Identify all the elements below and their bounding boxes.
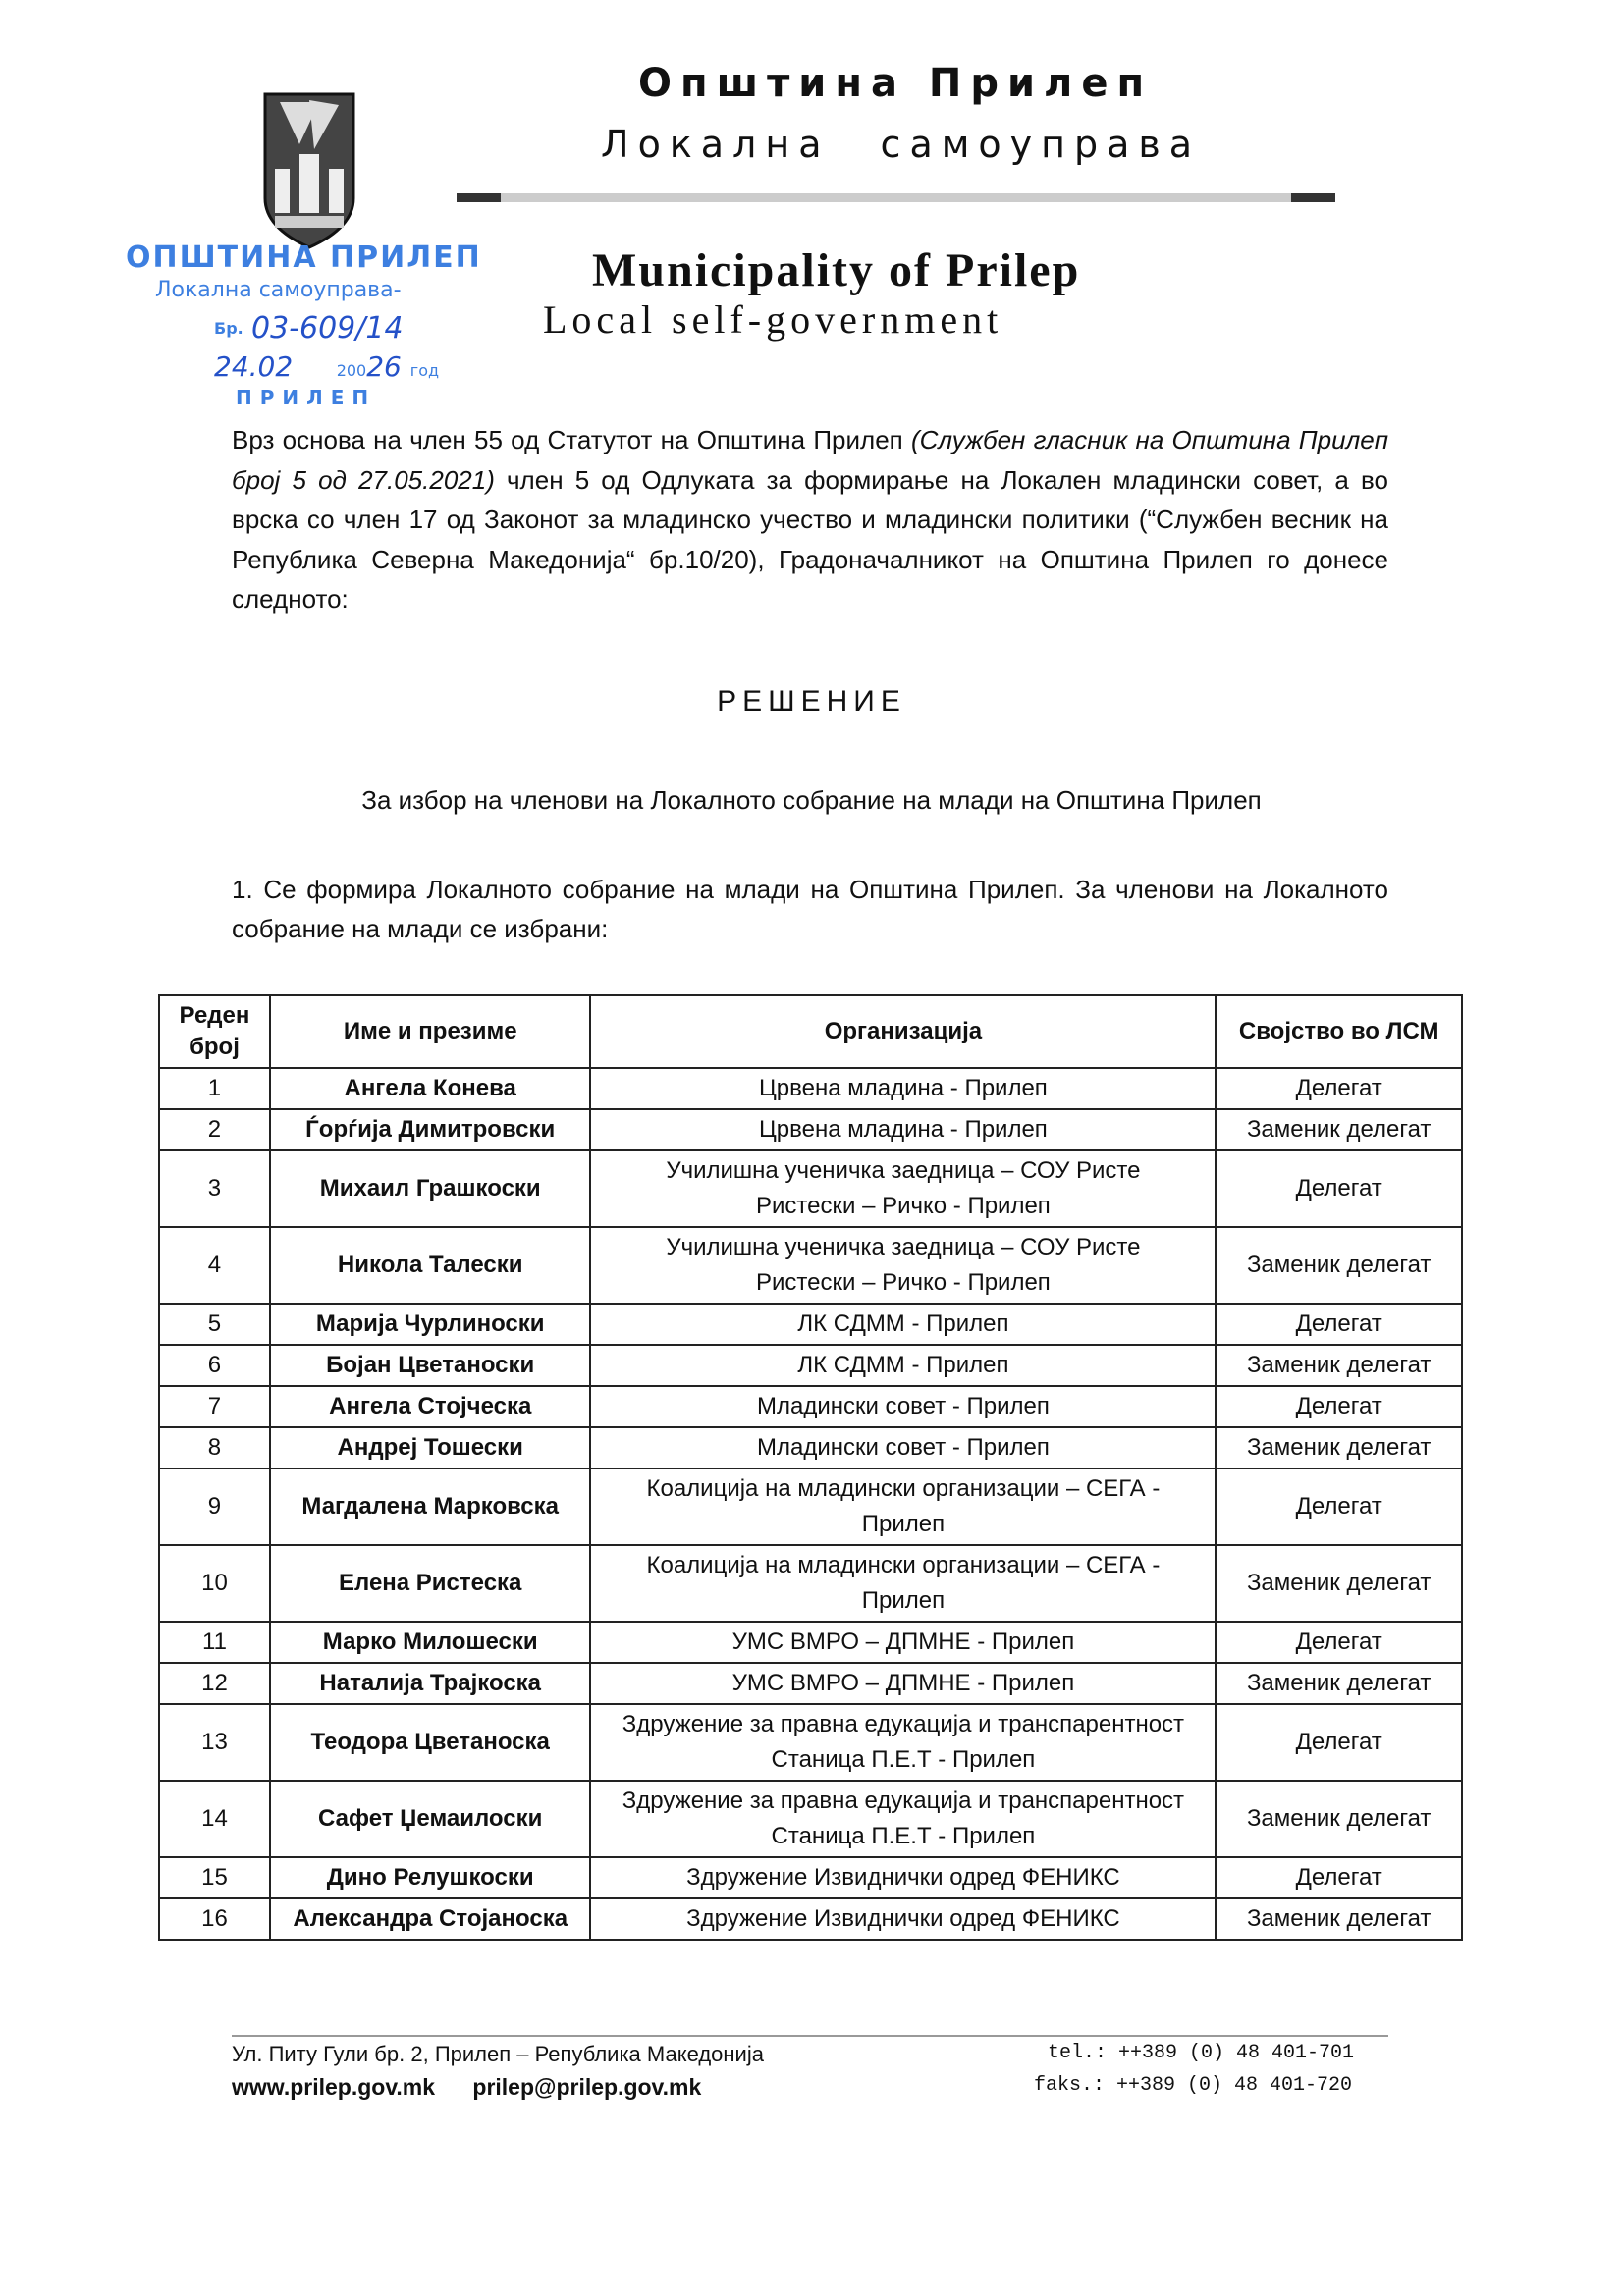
member-name: Наталија Трајкоска [270,1663,591,1704]
role: Делегат [1216,1468,1462,1545]
column-header: Име и презиме [270,995,591,1068]
role: Делегат [1216,1150,1462,1227]
stamp-line1: ОПШТИНА ПРИЛЕП [126,240,482,275]
organization: Училишна ученичка заедница – СОУ Ристе Ристески – Ричко - Прилеп [590,1227,1216,1304]
table-row [159,1898,1462,1940]
member-name: Ангела Конева [270,1068,591,1109]
organization: Младински совет - Прилеп [590,1427,1216,1468]
members-table [158,994,1463,1941]
organization: Здружение за правна едукација и транспарентност Станица П.Е.Т - Прилеп [590,1704,1216,1781]
table-row [159,1150,1462,1227]
table-row [159,1545,1462,1622]
stamp-line2: Локална самоуправа- [155,278,402,302]
header-local-gov-mk: Локална самоуправа [601,123,1202,166]
table-row [159,1227,1462,1304]
organization: Здружение Извиднички одред ФЕНИКС [590,1857,1216,1898]
member-name: Марија Чурлиноски [270,1304,591,1345]
table-row [159,1468,1462,1545]
role: Делегат [1216,1386,1462,1427]
header-rule [457,193,1335,202]
row-number: 1 [159,1068,270,1109]
member-name: Теодора Цветаноска [270,1704,591,1781]
header-municipality-mk: Општина Прилеп [638,61,1154,106]
row-number: 16 [159,1898,270,1940]
organization: ЛК СДММ - Прилеп [590,1304,1216,1345]
row-number: 2 [159,1109,270,1150]
row-number: 11 [159,1622,270,1663]
organization: Здружение за правна едукација и транспарентност Станица П.Е.Т - Прилеп [590,1781,1216,1857]
table-row [159,1622,1462,1663]
column-header: Реден број [159,995,270,1068]
row-number: 15 [159,1857,270,1898]
role: Делегат [1216,1622,1462,1663]
organization: Црвена младина - Прилеп [590,1109,1216,1150]
row-number: 9 [159,1468,270,1545]
role: Заменик делегат [1216,1109,1462,1150]
footer-rule [232,2035,1388,2037]
member-name: Сафет Џемаилоски [270,1781,591,1857]
footer-address: Ул. Питу Гули бр. 2, Прилеп – Република Македонија [232,2042,764,2066]
table-row [159,1857,1462,1898]
table-row [159,1663,1462,1704]
table-row [159,1781,1462,1857]
email-link[interactable]: prilep@prilep.gov.mk [472,2074,702,2100]
header-municipality-en: Municipality of Prilep [592,244,1081,296]
role: Заменик делегат [1216,1545,1462,1622]
member-name: Александра Стојаноска [270,1898,591,1940]
row-number: 3 [159,1150,270,1227]
coat-of-arms-logo [260,90,358,249]
role: Заменик делегат [1216,1781,1462,1857]
role: Делегат [1216,1304,1462,1345]
role: Заменик делегат [1216,1227,1462,1304]
role: Заменик делегат [1216,1427,1462,1468]
stamp-number: 03-609/14 [251,311,404,346]
row-number: 14 [159,1781,270,1857]
organization: УМС ВМРО – ДПМНЕ - Прилеп [590,1663,1216,1704]
organization: ЛК СДММ - Прилеп [590,1345,1216,1386]
row-number: 8 [159,1427,270,1468]
role: Заменик делегат [1216,1345,1462,1386]
column-header: Организација [590,995,1216,1068]
table-row [159,1304,1462,1345]
registry-stamp [126,240,509,412]
intro-paragraph [232,420,1388,619]
table-row [159,1068,1462,1109]
organization: Коалиција на младински организации – СЕГА - Прилеп [590,1468,1216,1545]
stamp-date [214,350,439,383]
role: Заменик делегат [1216,1898,1462,1940]
point-1: 1. Се формира Локалното собрание на млади на Општина Прилеп. За членови на Локалното собрание на млади се избрани: [232,875,1388,943]
column-header: Својство во ЛСМ [1216,995,1462,1068]
organization: Здружение Извиднички одред ФЕНИКС [590,1898,1216,1940]
row-number: 10 [159,1545,270,1622]
stamp-year-suffix: год [409,361,440,380]
organization: Коалиција на младински организации – СЕГА - Прилеп [590,1545,1216,1622]
row-number: 6 [159,1345,270,1386]
member-name: Марко Милошески [270,1622,591,1663]
stamp-number-prefix: Бр. [214,319,243,338]
row-number: 7 [159,1386,270,1427]
role: Делегат [1216,1068,1462,1109]
intro-text-cont: член 5 од Одлуката за формирање на Локален младински совет, а во врска со член 17 од Законот за младинско учество и младински политики (“Службен весник на Република Северна Македонија“ бр.10/20), Градоначалникот на Општина Прилеп го донесе следното: [232,464,1388,614]
organization: УМС ВМРО – ДПМНЕ - Прилеп [590,1622,1216,1663]
organization: Училишна ученичка заедница – СОУ Ристе Ристески – Ричко - Прилеп [590,1150,1216,1227]
intro-gazette-ref: (Службен гласник на Општина Прилеп број 5 од 27.05.2021) [232,425,1388,495]
table-row [159,1345,1462,1386]
footer-tel: tel.: ++389 (0) 48 401-701 [1048,2042,1355,2064]
member-name: Михаил Грашкоски [270,1150,591,1227]
footer-links [232,2074,701,2101]
table-row [159,1427,1462,1468]
footer-fax: faks.: ++389 (0) 48 401-720 [1034,2074,1353,2097]
table-row [159,1704,1462,1781]
row-number: 5 [159,1304,270,1345]
table-row [159,1386,1462,1427]
stamp-day-month: 24.02 [214,350,294,383]
member-name: Ангела Стојческа [270,1386,591,1427]
row-number: 13 [159,1704,270,1781]
header-local-gov-en: Local self-government [543,297,1003,342]
table-header-row [159,995,1462,1068]
role: Делегат [1216,1704,1462,1781]
website-link[interactable]: www.prilep.gov.mk [232,2074,436,2100]
table-row [159,1109,1462,1150]
member-name: Магдалена Марковска [270,1468,591,1545]
stamp-city: ПРИЛЕП [236,386,377,409]
member-name: Дино Релушкоски [270,1857,591,1898]
member-name: Елена Ристеска [270,1545,591,1622]
role: Делегат [1216,1857,1462,1898]
member-name: Андреј Тошески [270,1427,591,1468]
row-number: 12 [159,1663,270,1704]
role: Заменик делегат [1216,1663,1462,1704]
decision-subtitle: За избор на членови на Локалното собрание на млади на Општина Прилеп [361,785,1262,815]
decision-title: РЕШЕНИЕ [717,685,906,718]
stamp-year-prefix: 200 [336,361,367,380]
member-name: Бојан Цветаноски [270,1345,591,1386]
organization: Црвена младина - Прилеп [590,1068,1216,1109]
row-number: 4 [159,1227,270,1304]
intro-text: Врз основа на член 55 од Статутот на Општина Прилеп [232,425,911,454]
organization: Младински совет - Прилеп [590,1386,1216,1427]
stamp-year: 26 [366,350,402,383]
member-name: Ѓорѓија Димитровски [270,1109,591,1150]
member-name: Никола Талески [270,1227,591,1304]
